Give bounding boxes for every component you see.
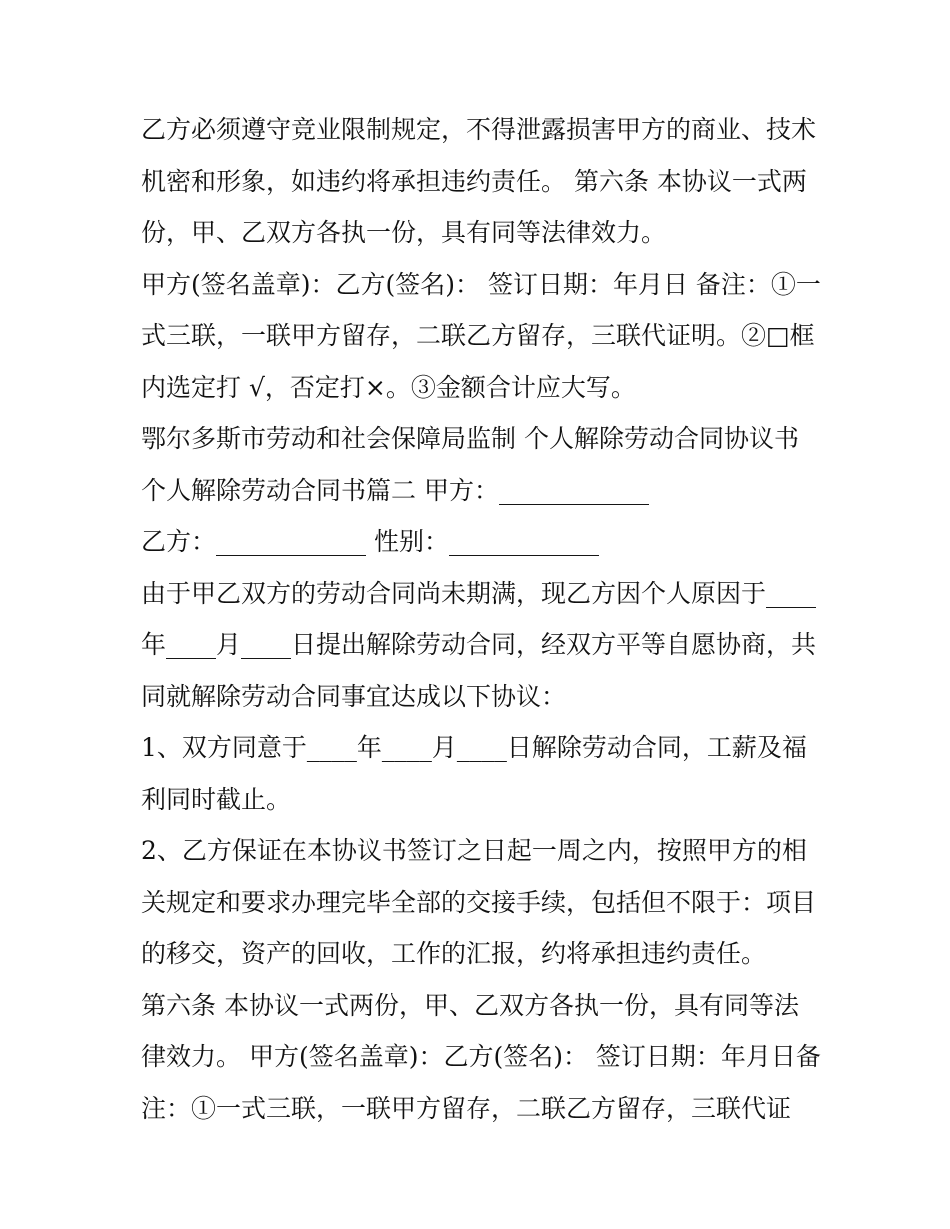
- document-body: [141, 104, 821, 1134]
- paragraph-party-b-gender: 乙方：____________ 性别：____________: [141, 527, 599, 556]
- paragraph-clause-2: 2、乙方保证在本协议书签订之日起一周之内，按照甲方的相关规定和要求办理完毕全部的交接手续，包括但不限于：项目的移交，资产的回收，工作的汇报，约将承担违约责任。: [141, 836, 817, 968]
- paragraph-article-6: 第六条 本协议一式两份，甲、乙双方各执一份，具有同等法律效力。 甲方(签名盖章)：乙方(签名)： 签订日期：年月日备注：①一式三联，一联甲方留存，二联乙方留存，三联代证: [141, 990, 821, 1123]
- paragraph-signatures-notes: 甲方(签名盖章)：乙方(签名)： 签订日期：年月日 备注：①一式三联，一联甲方留存，二联乙方留存，三联代证明。②□框内选定打 √，否定打×。③金额合计应大写。: [141, 269, 821, 402]
- paragraph-non-compete: 乙方必须遵守竞业限制规定，不得泄露损害甲方的商业、技术机密和形象，如违约将承担违约责任。 第六条 本协议一式两份，甲、乙双方各执一份，具有同等法律效力。: [141, 115, 817, 247]
- paragraph-issuer-title: 鄂尔多斯市劳动和社会保障局监制 个人解除劳动合同协议书个人解除劳动合同书篇二 甲方：____________: [141, 424, 799, 505]
- paragraph-clause-1: 1、双方同意于____年____月____日解除劳动合同，工薪及福利同时截止。: [141, 733, 807, 814]
- paragraph-preamble: 由于甲乙双方的劳动合同尚未期满，现乙方因个人原因于____年____月____日提出解除劳动合同，经双方平等自愿协商，共同就解除劳动合同事宜达成以下协议：: [141, 578, 817, 711]
